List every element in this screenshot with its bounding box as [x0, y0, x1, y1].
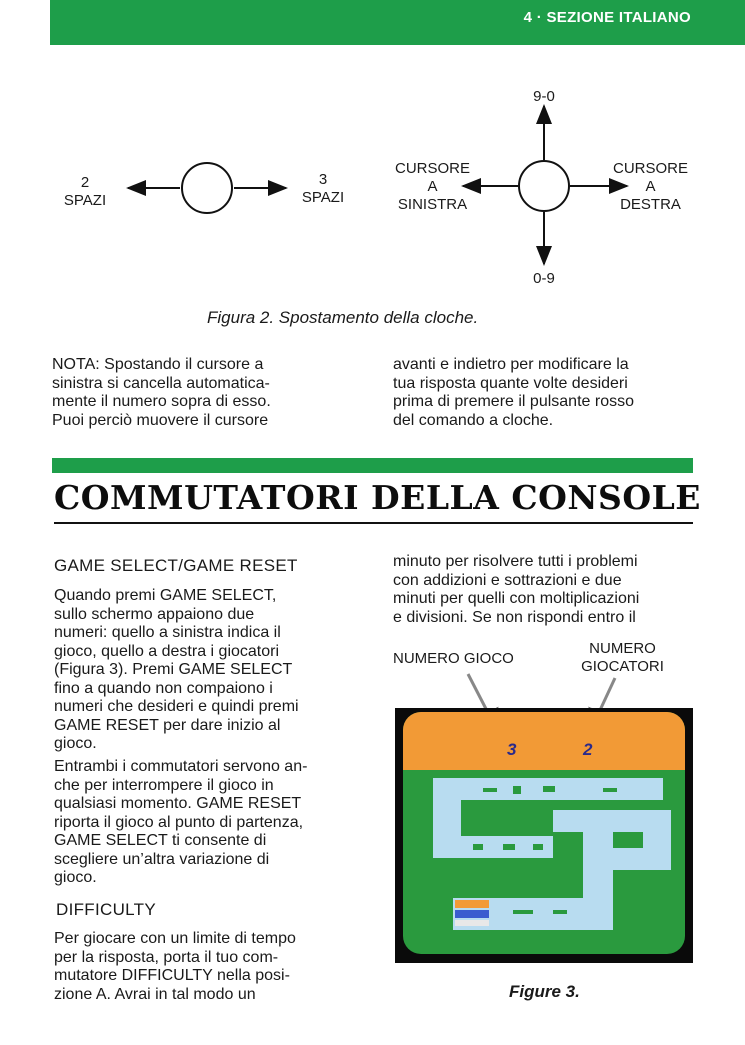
title-underline	[54, 522, 693, 524]
answer-blocks	[455, 900, 489, 926]
left-spaces-label: 2 SPAZI	[63, 174, 107, 209]
game-screen	[403, 712, 685, 954]
paragraph-difficulty: Per giocare con un limite di tempo per la risposta, porta il tuo com- mutatore DIFFICULTY nella posi- zione A. Avrai in tal modo un	[54, 930, 296, 1003]
section-divider-bar	[52, 458, 693, 473]
players-number-display: 2	[583, 740, 593, 759]
note-left-column: NOTA: Spostando il cursore a sinistra si cancella automatica- mente il numero sopra di esso. Puoi perciò muovere il cursore	[52, 356, 271, 429]
section-header-label: 4 · SEZIONE ITALIANO	[523, 9, 691, 26]
subhead-difficulty: DIFFICULTY	[56, 900, 156, 919]
cursor-right-label: CURSORE A DESTRA	[612, 160, 688, 213]
left-joystick-diagram	[120, 155, 295, 220]
paragraph-game-select: Quando premi GAME SELECT, sullo schermo appaiono due numeri: quello a sinistra indica il gioco, quello a destra i giocatori (Figura 3). Premi GAME SELECT fino a quando non compaiono i numeri che desideri e quindi premi GAME RESET per dare inizio al gioco.	[54, 587, 299, 752]
paragraph-switches: Entrambi i commutatori servono an- che per interrompere il gioco in qualsiasi momento. GAME RESET riporta il gioco al punto di partenza, GAME SELECT ti consente di scegliere un’altra variazione di gioco.	[54, 758, 308, 886]
joystick-circle-icon	[182, 163, 232, 213]
joystick-circle-icon	[519, 161, 569, 211]
score-area	[403, 712, 685, 770]
tv-screen-figure	[395, 708, 693, 963]
figure3-caption: Figure 3.	[509, 982, 580, 1001]
section-header-bar	[50, 0, 745, 45]
label-numero-giocatori: NUMERO GIOCATORI	[581, 640, 664, 675]
top-range-label: 9-0	[533, 88, 555, 105]
note-label: NOTA:	[52, 356, 100, 373]
cursor-left-label: CURSORE A SINISTRA	[394, 160, 470, 213]
bottom-range-label: 0-9	[533, 270, 555, 287]
subhead-game-select: GAME SELECT/GAME RESET	[54, 556, 298, 575]
figure2-caption: Figura 2. Spostamento della cloche.	[207, 308, 479, 327]
right-spaces-label: 3 SPAZI	[301, 171, 345, 206]
game-number-display: 3	[507, 740, 517, 759]
note-right-column: avanti e indietro per modificare la tua risposta quante volte desideri prima di premere il pulsante rosso del comando a cloche.	[393, 356, 634, 429]
maze-graphic	[403, 770, 685, 954]
paragraph-time-limit: minuto per risolvere tutti i problemi con addizioni e sottrazioni e due minuti per quelli con moltiplicazioni e divisioni. Se non rispondi entro il	[393, 553, 640, 626]
section-title: COMMUTATORI DELLA CONSOLE	[54, 478, 701, 517]
label-numero-gioco: NUMERO GIOCO	[393, 650, 514, 667]
